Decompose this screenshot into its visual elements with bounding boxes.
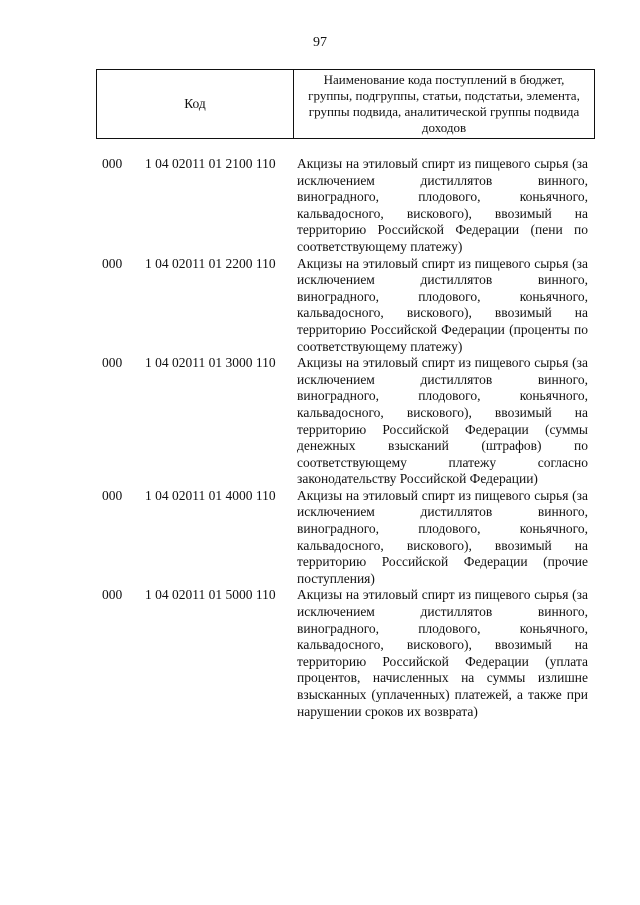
table-row	[0, 156, 640, 256]
header-code-label: Код	[97, 70, 294, 138]
row-description: Акцизы на этиловый спирт из пищевого сырья (за исключением дистиллятов винного, виноградного, плодового, коньячного, кальвадосного, вискового), ввозимый на территорию Российской Федерации (суммы денежных взысканий (штрафов) по соответствующему платежу согласно законодательству Российской Федерации)	[297, 355, 588, 487]
row-description: Акцизы на этиловый спирт из пищевого сырья (за исключением дистиллятов винного, виноградного, плодового, коньячного, кальвадосного, вискового), ввозимый на территорию Российской Федерации (уплата процентов, начисленных на суммы излишне взысканных (уплаченных) платежей, а также при нарушении сроков их возврата)	[297, 587, 588, 719]
page-number: 97	[313, 35, 327, 50]
row-admin-code: 000	[102, 487, 123, 503]
row-income-code: 1 04 02011 01 4000 110	[145, 487, 276, 503]
row-description: Акцизы на этиловый спирт из пищевого сырья (за исключением дистиллятов винного, виноградного, плодового, коньячного, кальвадосного, вискового), ввозимый на территорию Российской Федерации (прочие поступления)	[297, 487, 588, 586]
table-row	[0, 587, 640, 720]
row-admin-code: 000	[102, 156, 123, 171]
row-description: Акцизы на этиловый спирт из пищевого сырья (за исключением дистиллятов винного, виноградного, плодового, коньячного, кальвадосного, вискового), ввозимый на территорию Российской Федерации (проценты по соответствующему платежу)	[297, 255, 588, 354]
row-income-code: 1 04 02011 01 5000 110	[145, 587, 276, 603]
row-description: Акцизы на этиловый спирт из пищевого сырья (за исключением дистиллятов винного, виноградного, плодового, коньячного, кальвадосного, вискового), ввозимый на территорию Российской Федерации (пени по соответствующему платежу)	[297, 156, 588, 254]
table-row	[0, 355, 640, 488]
table-header	[96, 69, 595, 139]
row-admin-code: 000	[102, 355, 123, 371]
table-row	[0, 256, 640, 356]
row-income-code: 1 04 02011 01 2100 110	[145, 156, 276, 171]
table-body	[0, 156, 640, 720]
row-income-code: 1 04 02011 01 2200 110	[145, 255, 276, 271]
row-income-code: 1 04 02011 01 3000 110	[145, 355, 276, 371]
table-row	[0, 488, 640, 588]
header-name-label: Наименование кода поступлений в бюджет, группы, подгруппы, статьи, подстатьи, элемента, группы подвида, аналитической группы подвида доходов	[308, 72, 580, 135]
row-admin-code: 000	[102, 255, 123, 271]
row-admin-code: 000	[102, 587, 123, 603]
